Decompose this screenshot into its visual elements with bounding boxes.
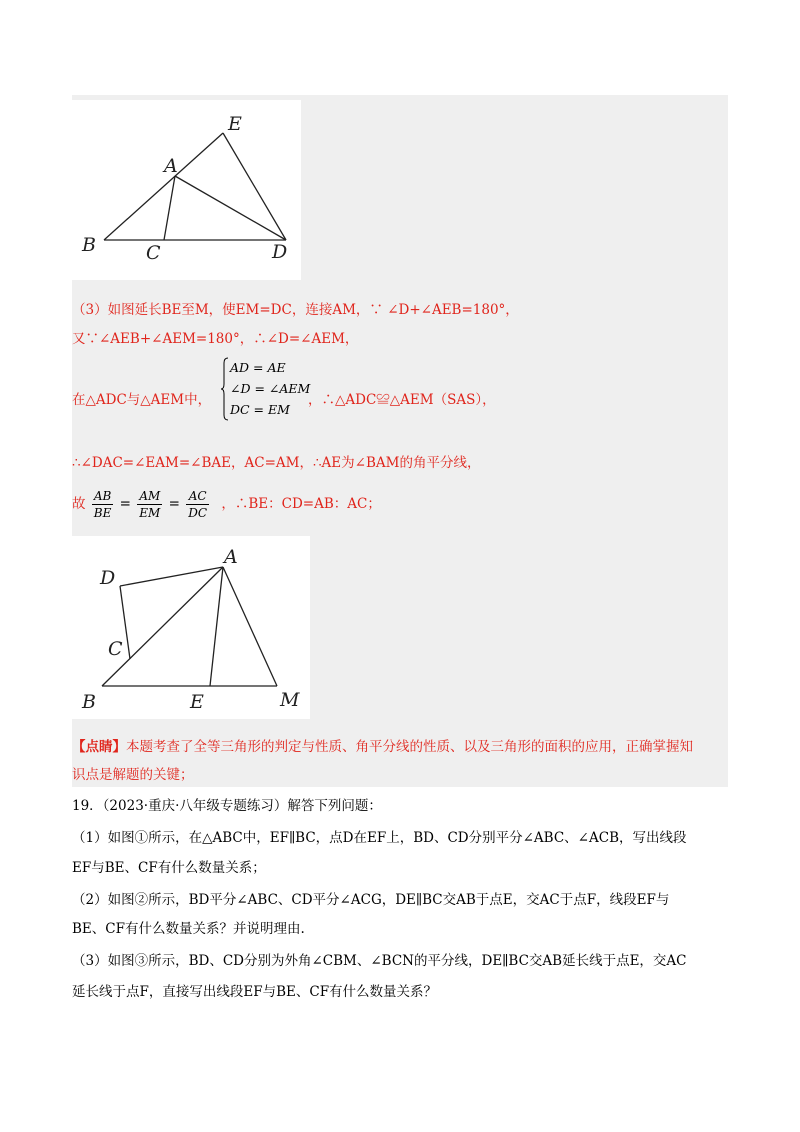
- label-d: D: [100, 567, 116, 589]
- label-c: C: [146, 242, 161, 264]
- solution-line-1: （3）如图延长BE至M，使EM=DC，连接AM，∵ ∠D+∠AEB=180°，: [72, 302, 519, 318]
- comment-line-2: 识点是解题的关键；: [72, 767, 194, 783]
- comment-tag: 【点睛】: [72, 739, 126, 755]
- label-m: M: [280, 689, 300, 711]
- label-b: B: [82, 234, 96, 256]
- question-part-2a: （2）如图②所示，BD平分∠ABC、CD平分∠ACG，DE∥BC交AB于点E，交AC于点F，线段EF与: [72, 892, 670, 908]
- solution-line-4: ∴∠DAC=∠EAM=∠BAE，AC=AM，∴AE为∠BAM的角平分线，: [72, 455, 481, 471]
- equation-system: [230, 357, 310, 420]
- equation-1: AD = AE: [230, 360, 286, 375]
- equation-2: ∠D = ∠AEM: [230, 381, 311, 396]
- question-part-3b: 延长线于点F，直接写出线段EF与BE、CF有什么数量关系？: [72, 984, 438, 1000]
- segment-da: [120, 567, 223, 586]
- segment-am: [223, 567, 277, 686]
- segment-ed: [223, 133, 286, 240]
- equals-2: =: [168, 496, 180, 512]
- label-e: E: [228, 113, 242, 135]
- segment-ad: [175, 176, 286, 240]
- question-part-3a: （3）如图③所示，BD、CD分别为外角∠CBM、∠BCN的平分线，DE∥BC交AB延长线于点E，交AC: [72, 953, 687, 969]
- fraction-1-num: AB: [92, 488, 114, 505]
- line-5-suffix: ，∴BE：CD=AB：AC；: [221, 496, 381, 512]
- question-header: 19．（2023·重庆·八年级专题练习）解答下列问题：: [72, 798, 382, 814]
- label-a: A: [164, 155, 178, 177]
- fraction-ab-be: [92, 488, 114, 521]
- question-part-1a: （1）如图①所示，在△ABC中，EF∥BC，点D在EF上，BD、CD分别平分∠ABC、∠ACB，写出线段: [72, 830, 687, 846]
- solution-line-3-suffix: ，∴△ADC≌△AEM（SAS），: [308, 392, 496, 408]
- label-a: A: [224, 546, 238, 568]
- segment-ba: [102, 567, 223, 686]
- solution-line-5: [72, 486, 381, 522]
- equals-1: =: [119, 496, 131, 512]
- fraction-ac-dc: [186, 488, 209, 521]
- solution-line-3-prefix: 在△ADC与△AEM中，: [72, 392, 212, 408]
- figure-2: [72, 536, 310, 719]
- fraction-2-num: AM: [137, 488, 162, 505]
- line-5-prefix: 故: [72, 496, 86, 512]
- label-e: E: [190, 691, 204, 713]
- fraction-2-den: EM: [139, 506, 161, 520]
- system-brace: [221, 357, 229, 421]
- comment-text-1: 本题考查了全等三角形的判定与性质、角平分线的性质、以及三角形的面积的应用，正确掌握知: [126, 739, 693, 755]
- label-c: C: [108, 638, 123, 660]
- label-b: B: [82, 691, 96, 713]
- fraction-3-num: AC: [186, 488, 209, 505]
- segment-ae: [210, 567, 223, 686]
- fraction-am-em: [137, 488, 162, 521]
- segment-be: [104, 133, 223, 240]
- figure-1: [72, 100, 301, 280]
- solution-line-2: 又∵∠AEB+∠AEM=180°，∴∠D=∠AEM，: [72, 331, 359, 347]
- triangle-diagram-1: [72, 100, 301, 280]
- question-part-2b: BE、CF有什么数量关系？并说明理由.: [72, 921, 305, 937]
- equation-3: DC = EM: [230, 402, 290, 417]
- comment-line-1: [72, 737, 693, 757]
- triangle-diagram-2: [72, 536, 310, 719]
- question-part-1b: EF与BE、CF有什么数量关系；: [72, 860, 266, 876]
- segment-ac: [164, 176, 175, 240]
- fraction-1-den: BE: [93, 506, 112, 520]
- fraction-3-den: DC: [188, 506, 208, 520]
- label-d: D: [272, 241, 288, 263]
